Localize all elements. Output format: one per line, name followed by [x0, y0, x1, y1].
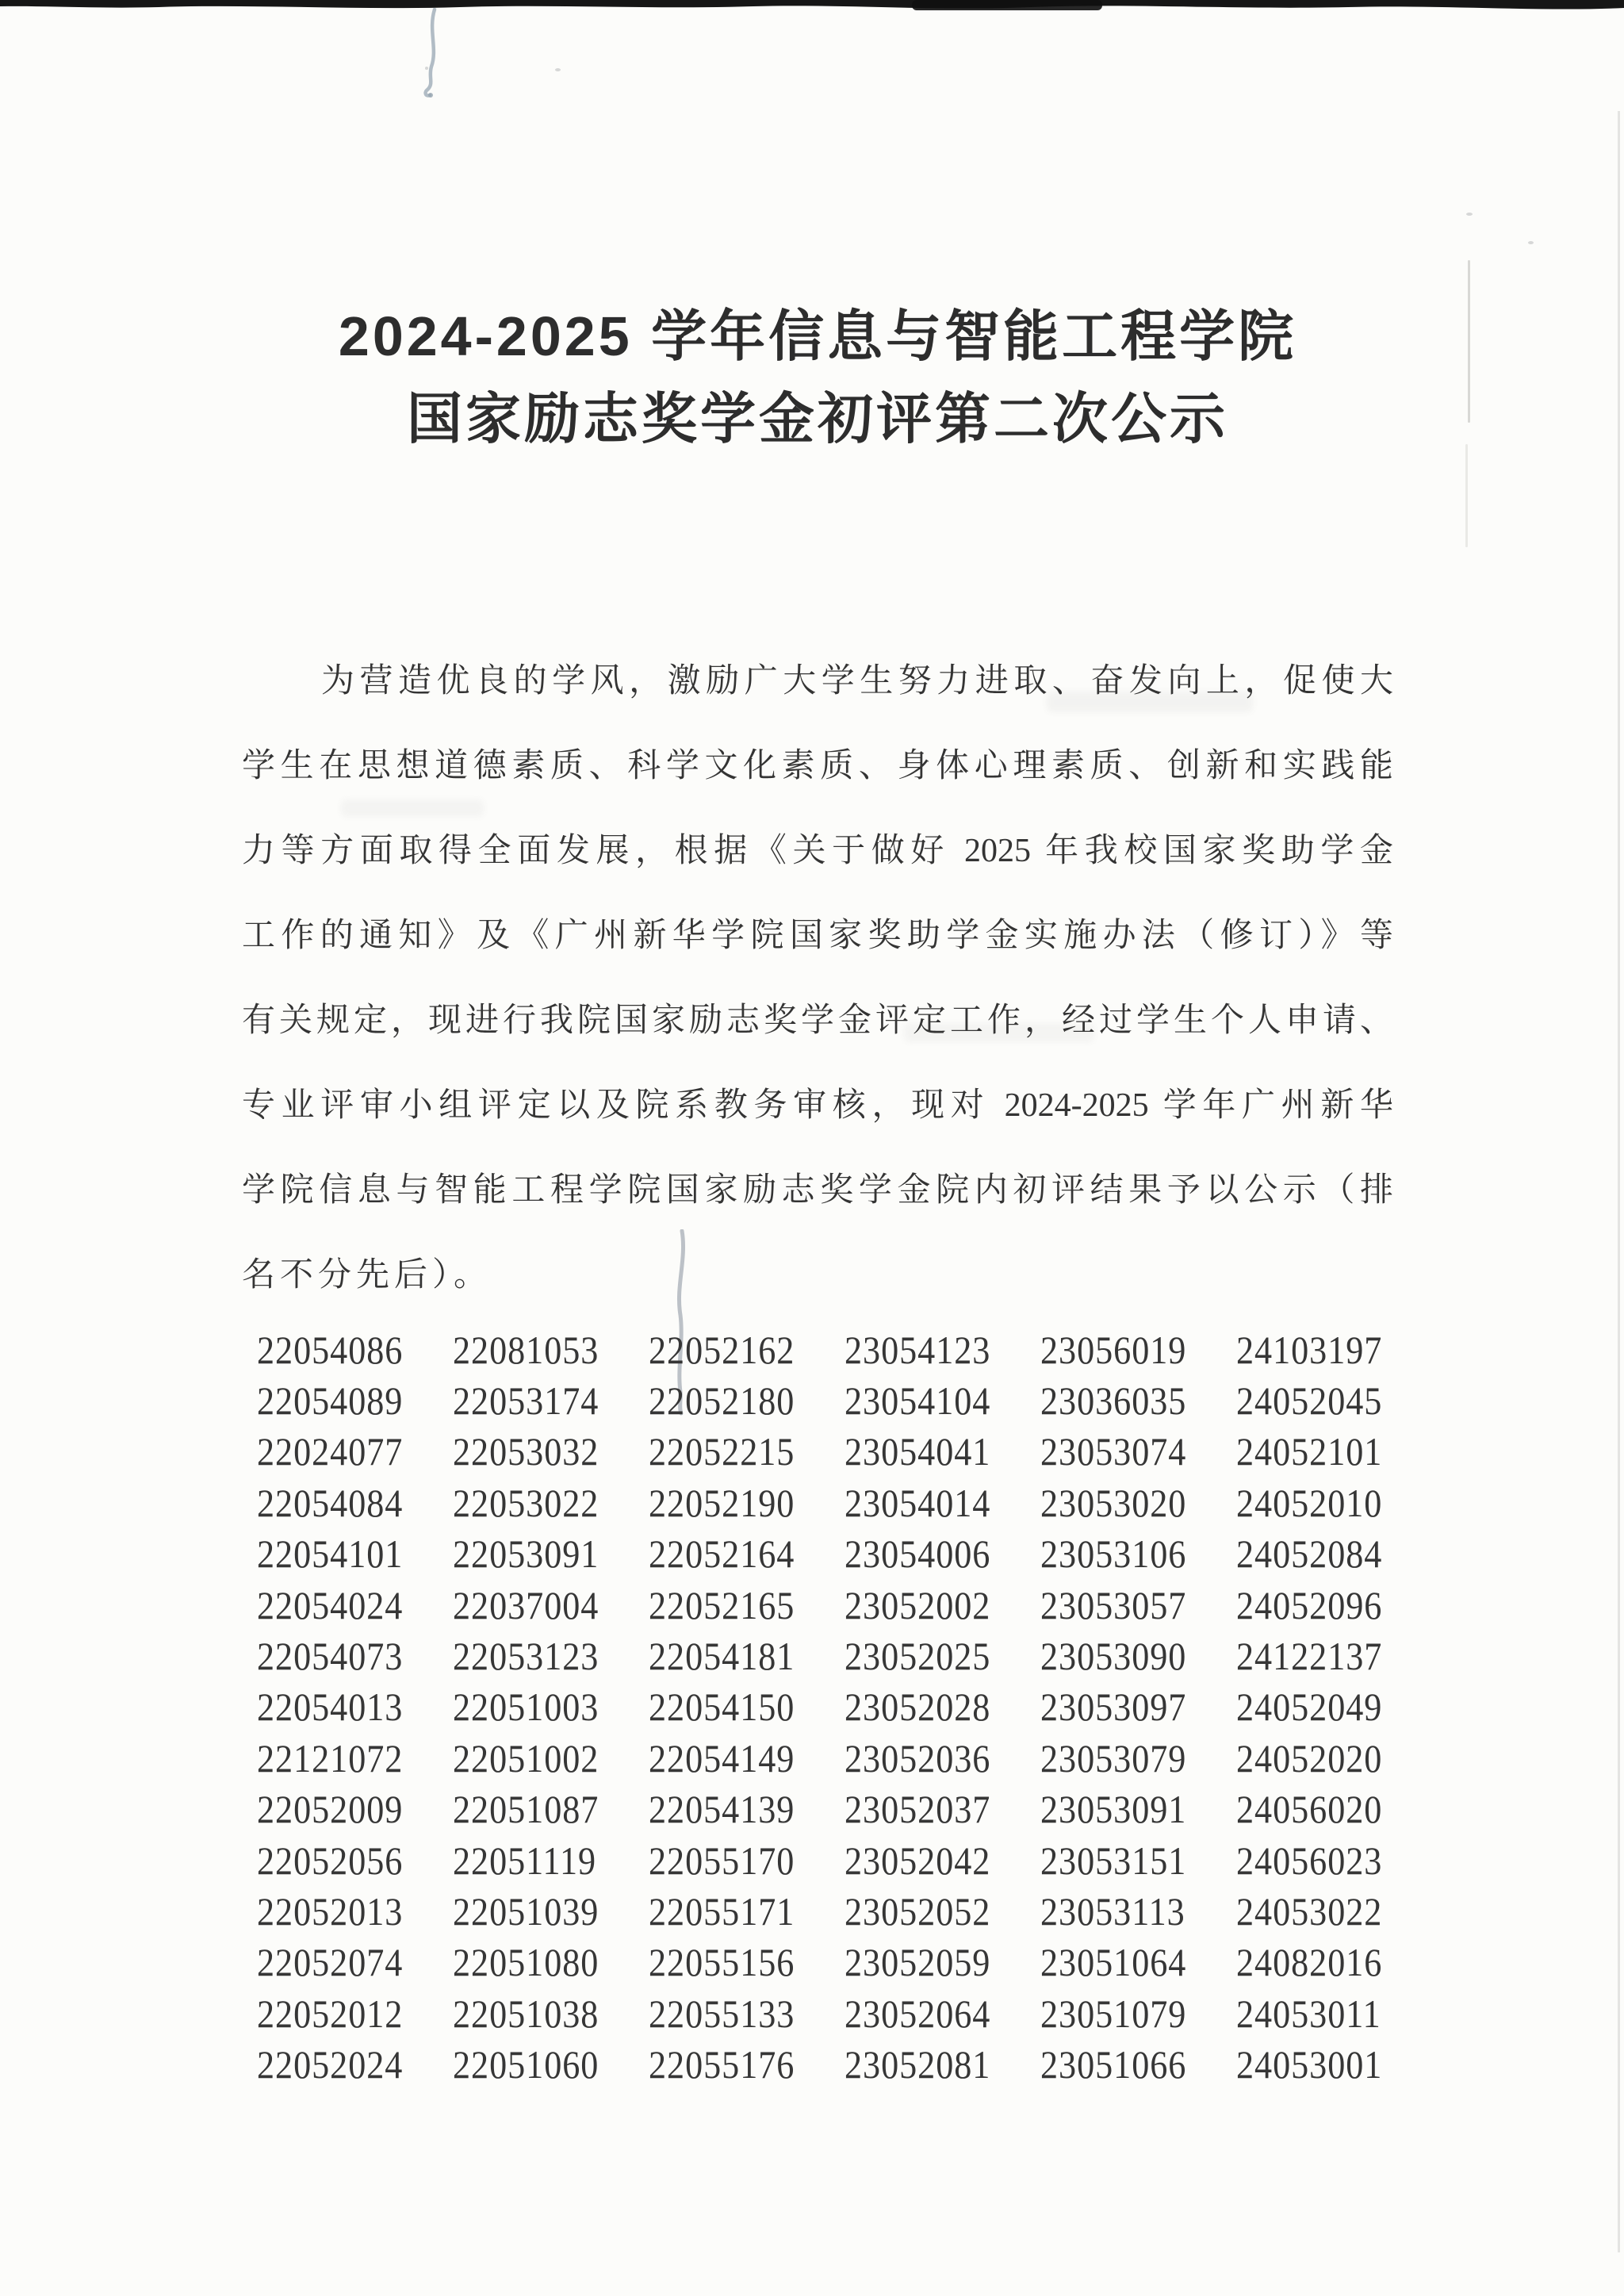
student-id: 24052084: [1236, 1532, 1383, 1577]
student-id: 23053113: [1040, 1889, 1185, 1934]
student-id: 24052010: [1236, 1481, 1383, 1525]
student-id: 22052164: [649, 1532, 795, 1577]
student-id: 24053022: [1236, 1889, 1383, 1934]
student-id: 22052074: [257, 1941, 404, 1985]
student-id: 22051003: [453, 1685, 599, 1730]
student-id: 22081053: [453, 1328, 599, 1372]
table-row: [257, 1478, 1446, 1528]
student-id: 22052190: [649, 1481, 795, 1525]
student-id: 23051066: [1040, 2043, 1187, 2087]
student-id: 22055171: [649, 1889, 795, 1934]
student-id: 22052180: [649, 1379, 795, 1424]
student-id: 23054123: [845, 1328, 991, 1372]
body-text-line: 力等方面取得全面发展，根据《关于做好 2025 年我校国家奖助学金: [242, 833, 1393, 869]
document-title-line-2: 国家励志奖学金初评第二次公示: [407, 388, 1228, 450]
student-id: 23052037: [845, 1788, 991, 1832]
student-id: 22054073: [257, 1634, 404, 1679]
table-row: [257, 1733, 1446, 1784]
student-id: 22054150: [649, 1685, 795, 1730]
student-id: 23052025: [845, 1634, 991, 1679]
student-id: 23052052: [845, 1889, 991, 1934]
student-id: 24053011: [1236, 1991, 1381, 2036]
student-id: 22054013: [257, 1685, 404, 1730]
student-id: 23052028: [845, 1685, 991, 1730]
body-text-line: 工作的通知》及《广州新华学院国家奖助学金实施办法（修订）》等: [242, 918, 1393, 954]
body-text-line: 专业评审小组评定以及院系教务审核，现对 2024-2025 学年广州新华: [242, 1087, 1393, 1124]
scan-speck: [555, 68, 561, 71]
student-id: 22053022: [453, 1481, 599, 1525]
student-id: 23052036: [845, 1736, 991, 1780]
student-id: 23054014: [845, 1481, 991, 1525]
bleed-through-artifact: [1465, 444, 1468, 547]
body-text-line: 学院信息与智能工程学院国家励志奖学金院内初评结果予以公示（排: [242, 1172, 1393, 1209]
student-id: 22051038: [453, 1991, 599, 2036]
student-id: 23053074: [1040, 1430, 1187, 1474]
student-id: 23053079: [1040, 1736, 1187, 1780]
body-text-line: 学生在思想道德素质、科学文化素质、身体心理素质、创新和实践能: [242, 748, 1393, 784]
student-id: 22051080: [453, 1941, 599, 1985]
document-title-line-1: 2024-2025 学年信息与智能工程学院: [338, 305, 1297, 367]
student-id: 23054006: [845, 1532, 991, 1577]
table-row: [257, 1988, 1446, 2039]
student-id: 22053032: [453, 1430, 599, 1474]
student-id: 24052020: [1236, 1736, 1383, 1780]
student-id: 23051079: [1040, 1991, 1187, 2036]
student-id: 23052059: [845, 1941, 991, 1985]
table-row: [257, 1938, 1446, 1988]
student-id: 23053097: [1040, 1685, 1187, 1730]
student-id: 22052024: [257, 2043, 404, 2087]
scan-speck: [1528, 241, 1534, 244]
student-id: 24052101: [1236, 1430, 1383, 1474]
student-id: 23052081: [845, 2043, 991, 2087]
student-id: 22051119: [453, 1838, 597, 1883]
page-edge-shadow: [1618, 111, 1620, 2252]
student-id: 23052064: [845, 1991, 991, 2036]
student-id: 24052045: [1236, 1379, 1383, 1424]
student-id: 23053091: [1040, 1788, 1187, 1832]
student-id: 22054181: [649, 1634, 795, 1679]
student-id: 24052049: [1236, 1685, 1383, 1730]
student-id: 23053151: [1040, 1838, 1187, 1883]
student-id: 24103197: [1236, 1328, 1383, 1372]
student-id: 23053090: [1040, 1634, 1187, 1679]
student-id: 23054041: [845, 1430, 991, 1474]
table-row: [257, 1375, 1446, 1426]
student-id: 22055156: [649, 1941, 795, 1985]
student-id: 22052009: [257, 1788, 404, 1832]
student-id: 22052056: [257, 1838, 404, 1883]
student-id: 24082016: [1236, 1941, 1383, 1985]
student-id: 22055176: [649, 2043, 795, 2087]
student-id: 22052012: [257, 1991, 404, 2036]
student-id: 24056023: [1236, 1838, 1383, 1883]
scan-speck: [1466, 213, 1473, 216]
body-text-line: 有关规定，现进行我院国家励志奖学金评定工作，经过学生个人申请、: [242, 1002, 1393, 1039]
student-id: 23054104: [845, 1379, 991, 1424]
student-id: 23052042: [845, 1838, 991, 1883]
student-id: 22054024: [257, 1583, 404, 1627]
student-id: 22053174: [453, 1379, 599, 1424]
student-id: 22052165: [649, 1583, 795, 1627]
student-id: 22053091: [453, 1532, 599, 1577]
student-id-table: [257, 1324, 1446, 2091]
student-id: 22024077: [257, 1430, 404, 1474]
student-id: 22054101: [257, 1532, 404, 1577]
student-id: 22054089: [257, 1379, 404, 1424]
table-row: [257, 2039, 1446, 2090]
table-row: [257, 1631, 1446, 1681]
student-id: 24056020: [1236, 1788, 1383, 1832]
student-id: 22054149: [649, 1736, 795, 1780]
table-row: [257, 1835, 1446, 1886]
student-id: 22054084: [257, 1481, 404, 1525]
student-id: 23051064: [1040, 1941, 1187, 1985]
student-id: 23053020: [1040, 1481, 1187, 1525]
announcement-body: [242, 639, 1393, 1318]
student-id: 22054139: [649, 1788, 795, 1832]
student-id: 22055133: [649, 1991, 795, 2036]
student-id: 22054086: [257, 1328, 404, 1372]
table-row: [257, 1682, 1446, 1733]
student-id: 22121072: [257, 1736, 404, 1780]
student-id: 23053057: [1040, 1583, 1187, 1627]
scan-speck: [425, 67, 428, 70]
student-id: 22037004: [453, 1583, 599, 1627]
student-id: 24052096: [1236, 1583, 1383, 1627]
student-id: 22052162: [649, 1328, 795, 1372]
table-row: [257, 1529, 1446, 1580]
student-id: 22053123: [453, 1634, 599, 1679]
pen-scratch-mark: [416, 8, 450, 103]
body-text-line: 为营造优良的学风，激励广大学生努力进取、奋发向上，促使大: [321, 663, 1393, 700]
table-row: [257, 1784, 1446, 1835]
student-id: 22052215: [649, 1430, 795, 1474]
table-row: [257, 1324, 1446, 1375]
document-title: [242, 295, 1393, 460]
student-id: 22051060: [453, 2043, 599, 2087]
student-id: 23036035: [1040, 1379, 1187, 1424]
student-id: 22051039: [453, 1889, 599, 1934]
student-id: 22051002: [453, 1736, 599, 1780]
student-id: 22051087: [453, 1788, 599, 1832]
student-id: 24053001: [1236, 2043, 1383, 2087]
table-row: [257, 1580, 1446, 1631]
scan-edge-artifact: [0, 0, 1624, 14]
student-id: 23052002: [845, 1583, 991, 1627]
student-id: 23053106: [1040, 1532, 1187, 1577]
student-id: 23056019: [1040, 1328, 1187, 1372]
table-row: [257, 1886, 1446, 1937]
student-id: 22052013: [257, 1889, 404, 1934]
body-text-line: 名不分先后）。: [242, 1257, 492, 1294]
bleed-through-artifact: [1468, 260, 1470, 423]
table-row: [257, 1427, 1446, 1478]
student-id: 22055170: [649, 1838, 795, 1883]
student-id: 24122137: [1236, 1634, 1383, 1679]
